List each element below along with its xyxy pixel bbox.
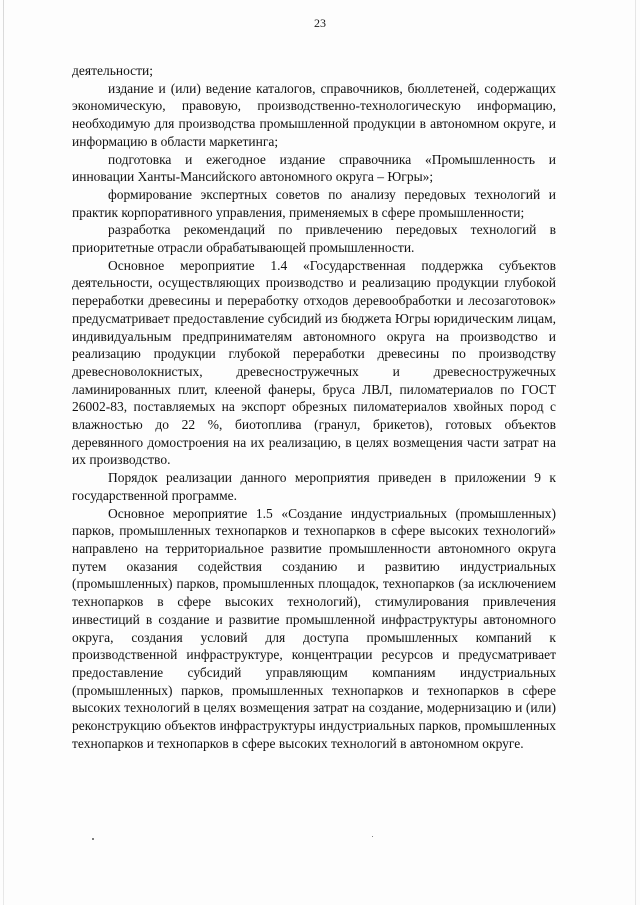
scan-right-edge (635, 0, 636, 905)
paragraph-expert-councils: формирование экспертных советов по анализу передовых технологий и практик корпоративного управления, применяемых в сфере промышленности; (72, 186, 556, 220)
scan-left-edge (3, 0, 4, 905)
body-text (72, 62, 556, 752)
paragraph-continuation: деятельности; (72, 63, 154, 78)
paragraph-handbook: подготовка и ежегодное издание справочника «Промышленность и инновации Ханты-Мансийского автономного округа – Югры»; (72, 151, 556, 185)
page-number: 23 (314, 16, 326, 30)
paragraph-procedure: Порядок реализации данного мероприятия приведен в приложении 9 к государственной программе. (72, 470, 556, 503)
scan-speck (92, 838, 94, 840)
paragraph-measure-1-4: Основное мероприятие 1.4 «Государственная поддержка субъектов деятельности, осуществляющих производство и реализацию продукции глубокой переработки древесины и переработку отходов деревообработки и лесозаготовок» предусматривает предоставление субсидий из бюджета Югры юридическим лицам, индивидуальным предпринимателям автономного округа на производство и реализацию продукции глубокой переработки древесины по производству древесноволокнистых, древесностружечных и древесностружечных ламинированных плит, клееной фанеры, бруса ЛВЛ, пиломатериалов по ГОСТ 26002-83, поставляемых на экспорт обрезных пиломатериалов хвойных пород с влажностью до 22 %, биотоплива (гранул, брикетов), готовых объектов деревянного домостроения на их реализацию, в целях возмещения части затрат на их производство. (72, 257, 556, 468)
paragraph-measure-1-5: Основное мероприятие 1.5 «Создание индустриальных (промышленных) парков, промышленных технопарков и технопарков в сфере высоких технологий» направлено на территориальное развитие промышленности автономного округа путем оказания содействия созданию и развитию индустриальных (промышленных) парков, промышленных площадок, технопарков (за исключением технопарков в сфере высоких технологий), стимулирования привлечения инвестиций в создание и развитие промышленной инфраструктуры автономного округа, создания условий для доступа промышленных компаний к производственной инфраструктуре, концентрации ресурсов и предусматривает предоставление субсидий управляющим компаниям индустриальных (промышленных) парков, промышленных технопарков и технопарков в сфере высоких технологий в целях возмещения затрат на создание, модернизацию и (или) реконструкцию объектов инфраструктуры индустриальных парков, промышленных технопарков и технопарков в сфере высоких технологий в автономном округе. (72, 505, 556, 751)
paragraph-catalogs: издание и (или) ведение каталогов, справочников, бюллетеней, содержащих экономическую, правовую, производственно-технологическую информацию, необходимую для производства промышленной продукции в автономном округе, и информацию в области маркетинга; (72, 80, 556, 149)
paragraph-recommendations: разработка рекомендаций по привлечению передовых технологий в приоритетные отрасли обрабатывающей промышленности. (72, 222, 556, 256)
scan-speck (372, 836, 373, 837)
